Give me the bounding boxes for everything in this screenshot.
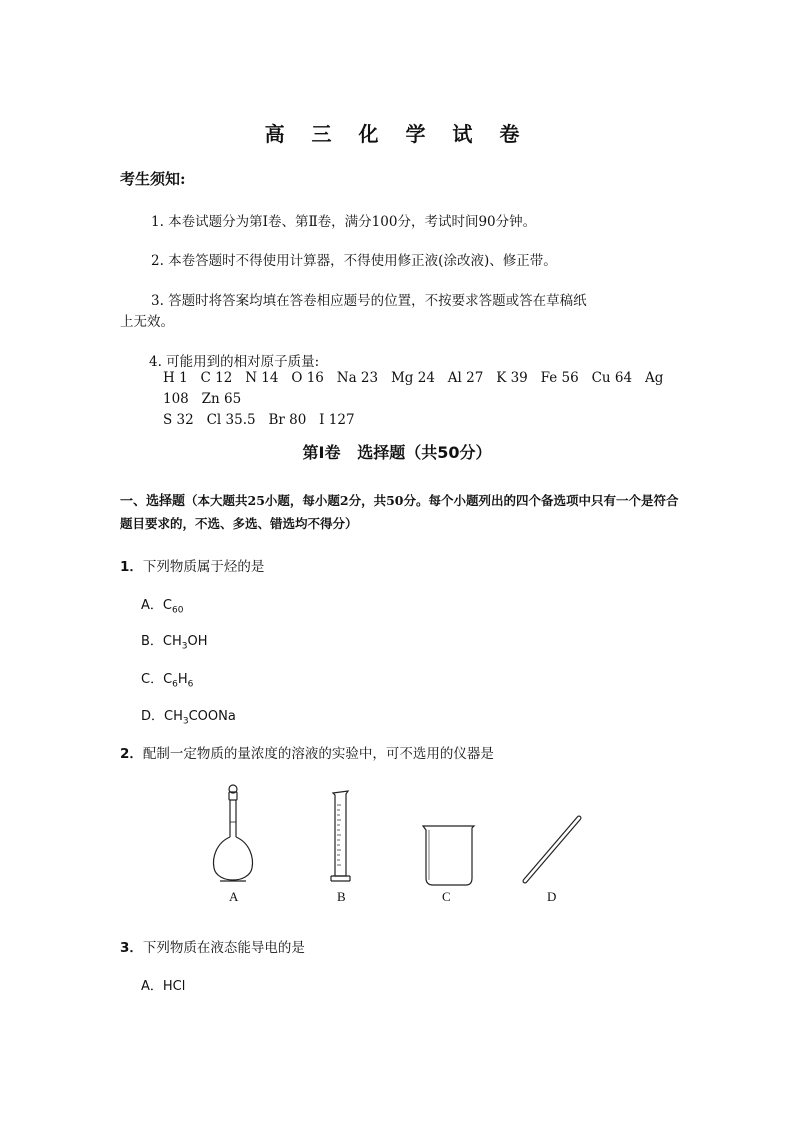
volumetric-flask-icon — [214, 785, 253, 881]
option-label: A． — [141, 598, 163, 613]
option-label: D． — [141, 709, 165, 724]
section-intro — [120, 490, 680, 535]
section-intro-label: 一、选择题 — [120, 494, 186, 509]
formula-part: CH — [162, 634, 182, 649]
apparatus-label-b: B — [337, 889, 346, 904]
atomic-masses-line-2: 108 Zn 65 — [163, 391, 242, 407]
formula-part: COONa — [188, 709, 236, 724]
beaker-icon — [423, 826, 474, 885]
apparatus-label-c: C — [442, 889, 451, 904]
section-intro-text: （本大题共25小题，每小题2分，共50分。每个小题列出的四个备选项中只有一个是符合题目要求的，不选、多选、错选均不得分） — [120, 493, 679, 531]
formula-part: OH — [187, 634, 208, 649]
formula-subscript: 3 — [182, 716, 189, 727]
formula-part: C — [162, 598, 172, 613]
formula-subscript: 60 — [171, 605, 184, 616]
question-3 — [120, 936, 305, 956]
option-label: B． — [141, 634, 163, 649]
formula-part: C — [163, 672, 173, 687]
formula-part: CH — [164, 709, 183, 724]
section-title: 第Ⅰ卷 选择题（共50分） — [302, 443, 492, 462]
notice-item-4: 4. 可能用到的相对原子质量: — [149, 354, 320, 370]
notice-item-1: 1. 本卷试题分为第Ⅰ卷、第Ⅱ卷，满分100分，考试时间90分钟。 — [151, 214, 537, 230]
question-1-number: 1． — [120, 559, 143, 575]
question-3-number: 3． — [120, 940, 143, 956]
notice-item-3-cont: 上无效。 — [120, 314, 174, 330]
formula-subscript: 6 — [187, 679, 194, 690]
glass-rod-icon — [525, 818, 579, 881]
question-3-option-a — [141, 975, 185, 994]
notice-heading: 考生须知: — [120, 170, 186, 188]
formula-subscript: 6 — [172, 679, 178, 690]
lab-apparatus-figure — [200, 780, 600, 910]
option-text: HCl — [162, 979, 186, 994]
page-title: 高 三 化 学 试 卷 — [264, 122, 530, 146]
option-label: A． — [141, 979, 163, 994]
option-label: C． — [141, 672, 164, 687]
question-1-option-a — [141, 594, 183, 616]
formula-subscript: 3 — [181, 641, 188, 652]
question-2 — [120, 742, 494, 762]
atomic-masses-line-3: S 32 Cl 35.5 Br 80 I 127 — [163, 412, 355, 428]
question-1-option-d — [141, 705, 236, 727]
notice-item-2: 2. 本卷答题时不得使用计算器，不得使用修正液(涂改液)、修正带。 — [151, 253, 557, 269]
question-2-number: 2． — [120, 746, 143, 762]
apparatus-label-a: A — [229, 889, 239, 904]
question-1 — [120, 555, 264, 575]
question-2-text: 配制一定物质的量浓度的溶液的实验中，可不选用的仪器是 — [142, 746, 494, 762]
graduated-cylinder-icon — [331, 791, 350, 881]
question-3-text: 下列物质在液态能导电的是 — [142, 940, 305, 956]
question-1-option-b — [141, 630, 208, 652]
apparatus-label-d: D — [547, 889, 557, 904]
question-1-option-c — [141, 668, 193, 690]
notice-item-3: 3. 答题时将答案均填在答卷相应题号的位置，不按要求答题或答在草稿纸 — [151, 293, 587, 309]
formula-part: H — [177, 672, 188, 687]
question-1-text: 下列物质属于烃的是 — [142, 559, 265, 575]
atomic-masses-line-1: H 1 C 12 N 14 O 16 Na 23 Mg 24 Al 27 K 39 Fe 56 Cu 64 Ag — [163, 370, 664, 386]
